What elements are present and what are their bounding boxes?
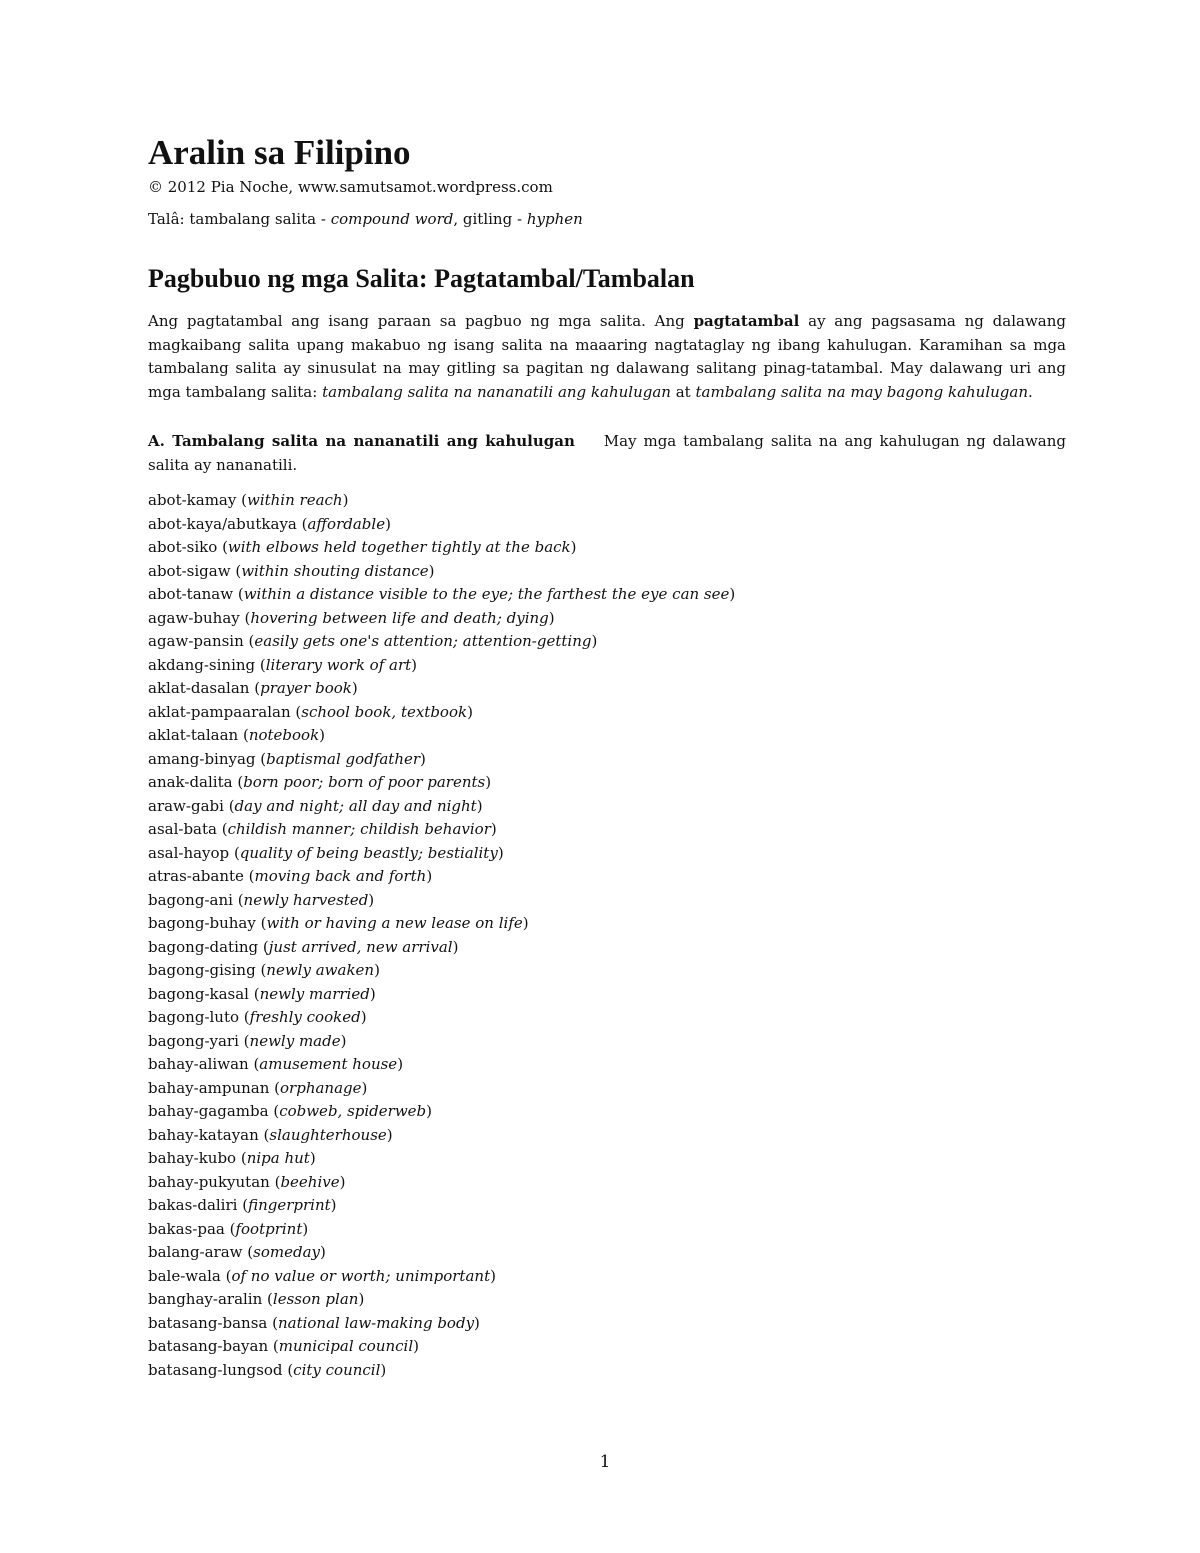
list-item: akdang-sining (literary work of art) xyxy=(148,655,418,674)
list-item: aklat-pampaaralan (school book, textbook) xyxy=(148,702,473,721)
entry-meaning: prayer book xyxy=(260,679,352,697)
list-item: batasang-lungsod (city council) xyxy=(148,1360,387,1379)
intro-part1: Ang pagtatambal ang isang paraan sa pagbuo ng mga salita. Ang xyxy=(148,312,685,330)
entry-word: agaw-buhay xyxy=(148,608,240,627)
entry-meaning: quality of being beastly; bestiality xyxy=(239,843,498,862)
section-title: Pagbubuo ng mga Salita: Pagtatambal/Tambalan xyxy=(148,264,695,293)
entry-meaning: amusement house xyxy=(259,1055,398,1073)
list-item: bagong-kasal (newly married) xyxy=(148,984,376,1003)
entry-meaning: within reach xyxy=(246,491,343,509)
list-item: araw-gabi (day and night; all day and night) xyxy=(148,796,483,815)
list-item: abot-kaya/abutkaya (affordable) xyxy=(148,514,391,533)
page-title: Aralin sa Filipino xyxy=(148,133,411,172)
list-item: bagong-dating (just arrived, new arrival) xyxy=(148,937,459,956)
list-item: abot-tanaw (within a distance visible to the eye; the farthest the eye can see) xyxy=(148,585,736,603)
entry-word: abot-siko xyxy=(148,538,218,556)
entry-meaning: moving back and forth xyxy=(254,867,427,885)
intro-bold-term: pagtatambal xyxy=(693,312,800,330)
entry-word: abot-tanaw xyxy=(148,585,234,603)
list-item: bagong-buhay (with or having a new lease on life) xyxy=(148,914,529,932)
list-item: atras-abante (moving back and forth) xyxy=(148,867,433,885)
intro-italic1: tambalang salita na nananatili ang kahulugan xyxy=(322,382,671,401)
entry-word: banghay-aralin xyxy=(148,1290,263,1308)
entry-word: bakas-daliri xyxy=(148,1196,238,1214)
entry-meaning: childish manner; childish behavior xyxy=(227,820,491,838)
entry-word: anak-dalita xyxy=(148,773,233,791)
entry-meaning: footprint xyxy=(235,1219,303,1238)
entry-word: bahay-pukyutan xyxy=(148,1172,270,1191)
entry-word: bagong-yari xyxy=(148,1031,239,1050)
note-term1: tambalang salita xyxy=(189,210,317,228)
subsection-text: May mga tambalang salita na ang kahulugan ng dalawang salita ay nananatili. xyxy=(148,432,1066,474)
page-number: 1 xyxy=(599,1452,611,1472)
entry-meaning: within a distance visible to the eye; the farthest the eye can see xyxy=(243,585,730,603)
intro-and: at xyxy=(675,382,691,401)
note-trans2: hyphen xyxy=(526,210,583,228)
note-trans1: compound word xyxy=(330,210,454,228)
entry-meaning: newly married xyxy=(259,984,370,1003)
intro-italic2: tambalang salita na may bagong kahulugan xyxy=(695,382,1028,401)
list-item: batasang-bansa (national law-making body) xyxy=(148,1313,480,1332)
entry-meaning: newly made xyxy=(249,1031,341,1050)
entry-meaning: notebook xyxy=(248,726,320,744)
entry-meaning: newly harvested xyxy=(243,890,369,909)
entry-word: batasang-lungsod xyxy=(148,1360,283,1379)
entry-meaning: beehive xyxy=(280,1172,340,1191)
entry-word: bagong-gising xyxy=(148,961,256,979)
entry-word: atras-abante xyxy=(148,867,244,885)
entry-word: bahay-ampunan xyxy=(148,1078,270,1097)
entry-meaning: just arrived, new arrival xyxy=(268,937,453,956)
entry-meaning: national law-making body xyxy=(277,1313,475,1332)
list-item: bagong-yari (newly made) xyxy=(148,1031,347,1050)
list-item: aklat-dasalan (prayer book) xyxy=(148,679,358,697)
entry-meaning: nipa hut xyxy=(246,1149,310,1167)
entry-word: bakas-paa xyxy=(148,1219,225,1238)
list-item: bagong-luto (freshly cooked) xyxy=(148,1008,367,1026)
list-item: bahay-ampunan (orphanage) xyxy=(148,1078,368,1097)
list-item: bakas-daliri (fingerprint) xyxy=(148,1196,337,1214)
list-item: bakas-paa (footprint) xyxy=(148,1219,309,1238)
entry-meaning: within shouting distance xyxy=(241,561,429,580)
entry-word: akdang-sining xyxy=(148,655,256,674)
entry-word: asal-hayop xyxy=(148,843,230,862)
entry-meaning: school book, textbook xyxy=(301,702,468,721)
copyright-line: © 2012 Pia Noche, www.samutsamot.wordpress.com xyxy=(148,178,553,196)
entry-meaning: city council xyxy=(293,1360,381,1379)
entry-word: bagong-kasal xyxy=(148,984,249,1003)
list-item: bahay-pukyutan (beehive) xyxy=(148,1172,346,1191)
entry-meaning: orphanage xyxy=(280,1078,362,1097)
entry-word: aklat-pampaaralan xyxy=(148,702,291,721)
note-label: Talâ: xyxy=(148,210,185,228)
entry-meaning: someday xyxy=(253,1243,320,1261)
entry-word: asal-bata xyxy=(148,820,217,838)
entry-word: bagong-ani xyxy=(148,890,233,909)
note-sep1: - xyxy=(320,210,326,228)
entry-word: abot-kamay xyxy=(148,491,237,509)
entry-meaning: with or having a new lease on life xyxy=(266,914,523,932)
list-item: anak-dalita (born poor; born of poor parents) xyxy=(148,773,492,791)
entry-meaning: lesson plan xyxy=(272,1290,359,1308)
list-item: bagong-ani (newly harvested) xyxy=(148,890,375,909)
entry-word: aklat-talaan xyxy=(148,726,239,744)
intro-part2: ay ang pagsasama ng dalawang magkaibang salita upang makabuo ng isang salita na maaaring nagtataglay ng ibang kahulugan. Karamihan sa mga tambalang salita ay sinusulat na may gitling sa pagitan ng dalawang salitang pinag-tatambal. May dalawang uri ang mga tambalang salita: xyxy=(148,312,1067,401)
entry-word: bahay-gagamba xyxy=(148,1102,269,1120)
compound-word-list xyxy=(148,489,1066,1382)
entry-word: balang-araw xyxy=(148,1243,243,1261)
list-item: bahay-gagamba (cobweb, spiderweb) xyxy=(148,1102,432,1120)
entry-meaning: slaughterhouse xyxy=(269,1125,387,1144)
list-item: batasang-bayan (municipal council) xyxy=(148,1337,420,1355)
list-item: balang-araw (someday) xyxy=(148,1243,326,1261)
entry-meaning: freshly cooked xyxy=(249,1008,361,1026)
entry-word: bahay-katayan xyxy=(148,1125,259,1144)
entry-word: bagong-luto xyxy=(148,1008,240,1026)
entry-meaning: baptismal godfather xyxy=(266,749,421,768)
list-item: abot-kamay (within reach) xyxy=(148,491,349,509)
entry-meaning: affordable xyxy=(307,514,386,533)
entry-word: batasang-bansa xyxy=(148,1313,268,1332)
entry-meaning: municipal council xyxy=(278,1337,414,1355)
document-page xyxy=(148,132,1066,1382)
list-item: abot-siko (with elbows held together tightly at the back) xyxy=(148,538,577,556)
entry-word: bale-wala xyxy=(148,1266,221,1285)
entry-word: amang-binyag xyxy=(148,749,256,768)
subsection xyxy=(148,430,1066,477)
entry-word: abot-kaya/abutkaya xyxy=(148,514,297,533)
entry-word: araw-gabi xyxy=(148,796,224,815)
list-item: bahay-katayan (slaughterhouse) xyxy=(148,1125,393,1144)
list-item: bale-wala (of no value or worth; unimportant) xyxy=(148,1266,496,1285)
entry-meaning: hovering between life and death; dying xyxy=(250,608,549,627)
entry-meaning: fingerprint xyxy=(248,1196,331,1214)
note-term2: gitling xyxy=(462,210,513,228)
entry-meaning: day and night; all day and night xyxy=(234,796,477,815)
list-item: bahay-kubo (nipa hut) xyxy=(148,1149,316,1167)
entry-word: abot-sigaw xyxy=(148,561,231,580)
list-item: agaw-pansin (easily gets one's attention; attention-getting) xyxy=(148,632,598,650)
entry-word: bagong-buhay xyxy=(148,914,256,932)
entry-word: bahay-aliwan xyxy=(148,1055,249,1073)
list-item: aklat-talaan (notebook) xyxy=(148,726,326,744)
list-item: bagong-gising (newly awaken) xyxy=(148,961,380,979)
subsection-title: A. Tambalang salita na nananatili ang kahulugan xyxy=(148,432,575,450)
entry-word: agaw-pansin xyxy=(148,632,244,650)
entry-meaning: newly awaken xyxy=(266,961,375,979)
entry-meaning: easily gets one's attention; attention-getting xyxy=(254,632,592,650)
list-item: asal-hayop (quality of being beastly; bestiality) xyxy=(148,843,504,862)
list-item: agaw-buhay (hovering between life and death; dying) xyxy=(148,608,555,627)
entry-word: aklat-dasalan xyxy=(148,679,250,697)
list-item: asal-bata (childish manner; childish behavior) xyxy=(148,820,497,838)
entry-meaning: with elbows held together tightly at the back xyxy=(227,538,571,556)
entry-meaning: born poor; born of poor parents xyxy=(243,773,486,791)
intro-paragraph xyxy=(148,310,1066,404)
entry-word: bagong-dating xyxy=(148,937,259,956)
entry-meaning: cobweb, spiderweb xyxy=(279,1102,427,1120)
note-sep2: - xyxy=(516,210,523,228)
entry-meaning: of no value or worth; unimportant xyxy=(231,1266,491,1285)
note-comma: , xyxy=(453,210,459,228)
intro-end: . xyxy=(1028,382,1033,401)
entry-word: bahay-kubo xyxy=(148,1149,237,1167)
note-line xyxy=(148,208,1066,230)
list-item: bahay-aliwan (amusement house) xyxy=(148,1055,404,1073)
entry-meaning: literary work of art xyxy=(265,655,412,674)
entry-word: batasang-bayan xyxy=(148,1337,269,1355)
list-item: amang-binyag (baptismal godfather) xyxy=(148,749,426,768)
list-item: banghay-aralin (lesson plan) xyxy=(148,1290,365,1308)
list-item: abot-sigaw (within shouting distance) xyxy=(148,561,435,580)
